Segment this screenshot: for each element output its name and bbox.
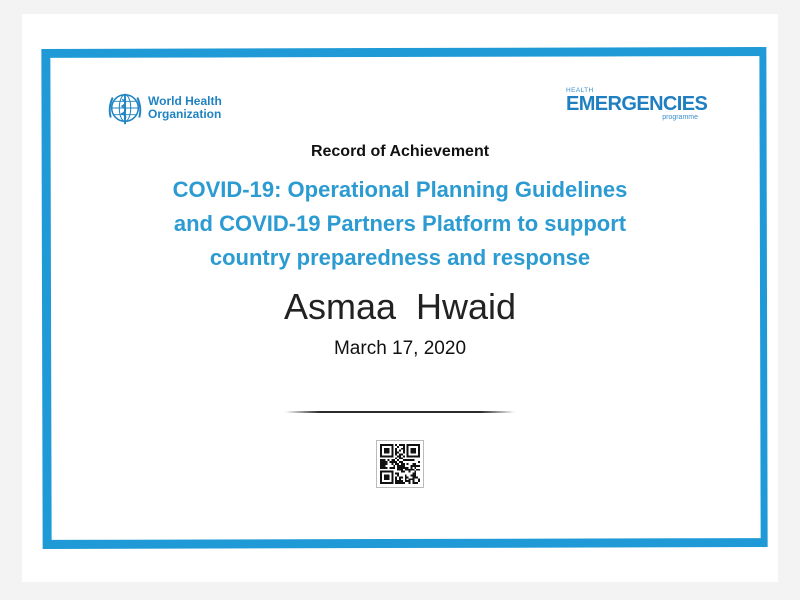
logo-emergencies-text: EMERGENCIES bbox=[566, 93, 708, 115]
who-emblem-icon bbox=[106, 89, 144, 127]
award-date: March 17, 2020 bbox=[333, 338, 467, 359]
health-emergencies-logo bbox=[566, 87, 706, 122]
who-name-line2: Organization bbox=[148, 107, 222, 121]
record-of-achievement-label: Record of Achievement bbox=[310, 143, 490, 160]
signature-line bbox=[285, 411, 515, 413]
who-name bbox=[148, 95, 222, 121]
qr-modules bbox=[380, 444, 420, 484]
qr-code-icon bbox=[380, 444, 420, 484]
course-title-line2: and COVID-19 Partners Platform to support bbox=[173, 211, 627, 236]
logo-programme-text: programme bbox=[662, 114, 698, 121]
who-name-line1: World Health bbox=[148, 94, 222, 108]
qr-code[interactable] bbox=[376, 440, 424, 488]
course-title bbox=[80, 173, 720, 275]
course-title-line1: COVID-19: Operational Planning Guidelines bbox=[172, 177, 628, 202]
recipient-name: Asmaa Hwaid bbox=[283, 286, 517, 327]
course-title-line3: country preparedness and response bbox=[209, 245, 591, 270]
logo-health-text: HEALTH bbox=[566, 87, 594, 94]
who-logo bbox=[106, 89, 222, 127]
